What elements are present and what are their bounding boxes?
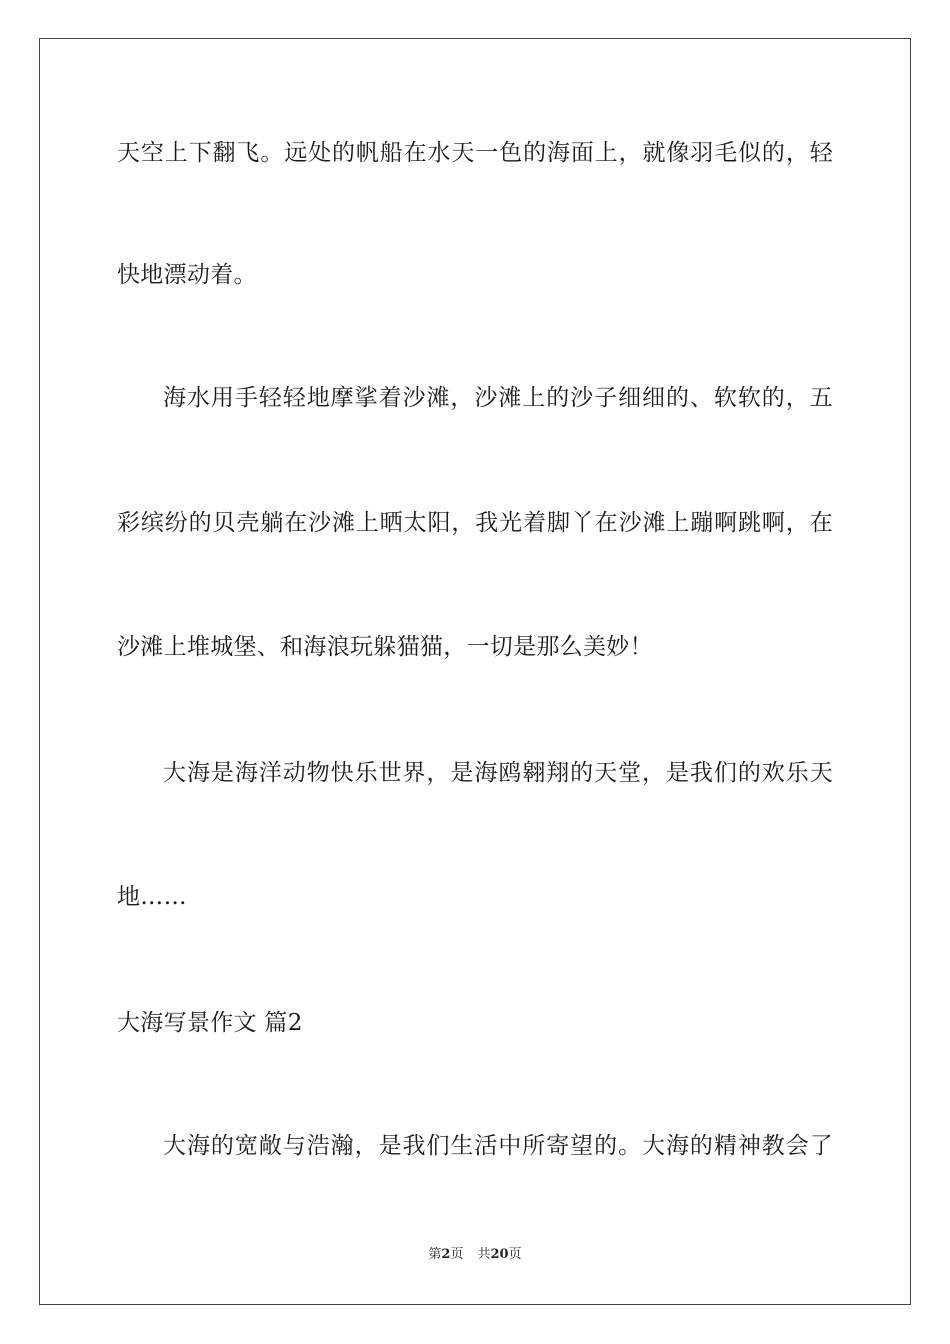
total-prefix: 共 <box>477 1247 491 1262</box>
paragraph-line-4: 彩缤纷的贝壳躺在沙滩上晒太阳，我光着脚丫在沙滩上蹦啊跳啊，在 <box>117 510 833 536</box>
paragraph-line-3: 海水用手轻轻地摩挲着沙滩，沙滩上的沙子细细的、软软的，五 <box>163 385 833 411</box>
page-number: 2 <box>441 1247 451 1262</box>
section-heading: 大海写景作文 篇2 <box>117 1010 303 1036</box>
page-border <box>39 38 911 1305</box>
page-prefix: 第 <box>428 1247 442 1262</box>
total-suffix: 页 <box>508 1247 522 1262</box>
page-suffix: 页 <box>450 1247 464 1262</box>
paragraph-line-8: 大海的宽敞与浩瀚，是我们生活中所寄望的。大海的精神教会了 <box>163 1133 833 1159</box>
paragraph-line-6: 大海是海洋动物快乐世界，是海鸥翱翔的天堂，是我们的欢乐天 <box>163 760 833 786</box>
paragraph-line-1: 天空上下翻飞。远处的帆船在水天一色的海面上，就像羽毛似的，轻 <box>117 140 833 166</box>
paragraph-line-7: 地…… <box>117 884 187 910</box>
total-pages: 20 <box>490 1247 509 1262</box>
page-footer <box>0 1246 950 1264</box>
paragraph-line-2: 快地漂动着。 <box>117 262 257 288</box>
paragraph-line-5: 沙滩上堆城堡、和海浪玩躲猫猫，一切是那么美妙！ <box>117 634 653 660</box>
